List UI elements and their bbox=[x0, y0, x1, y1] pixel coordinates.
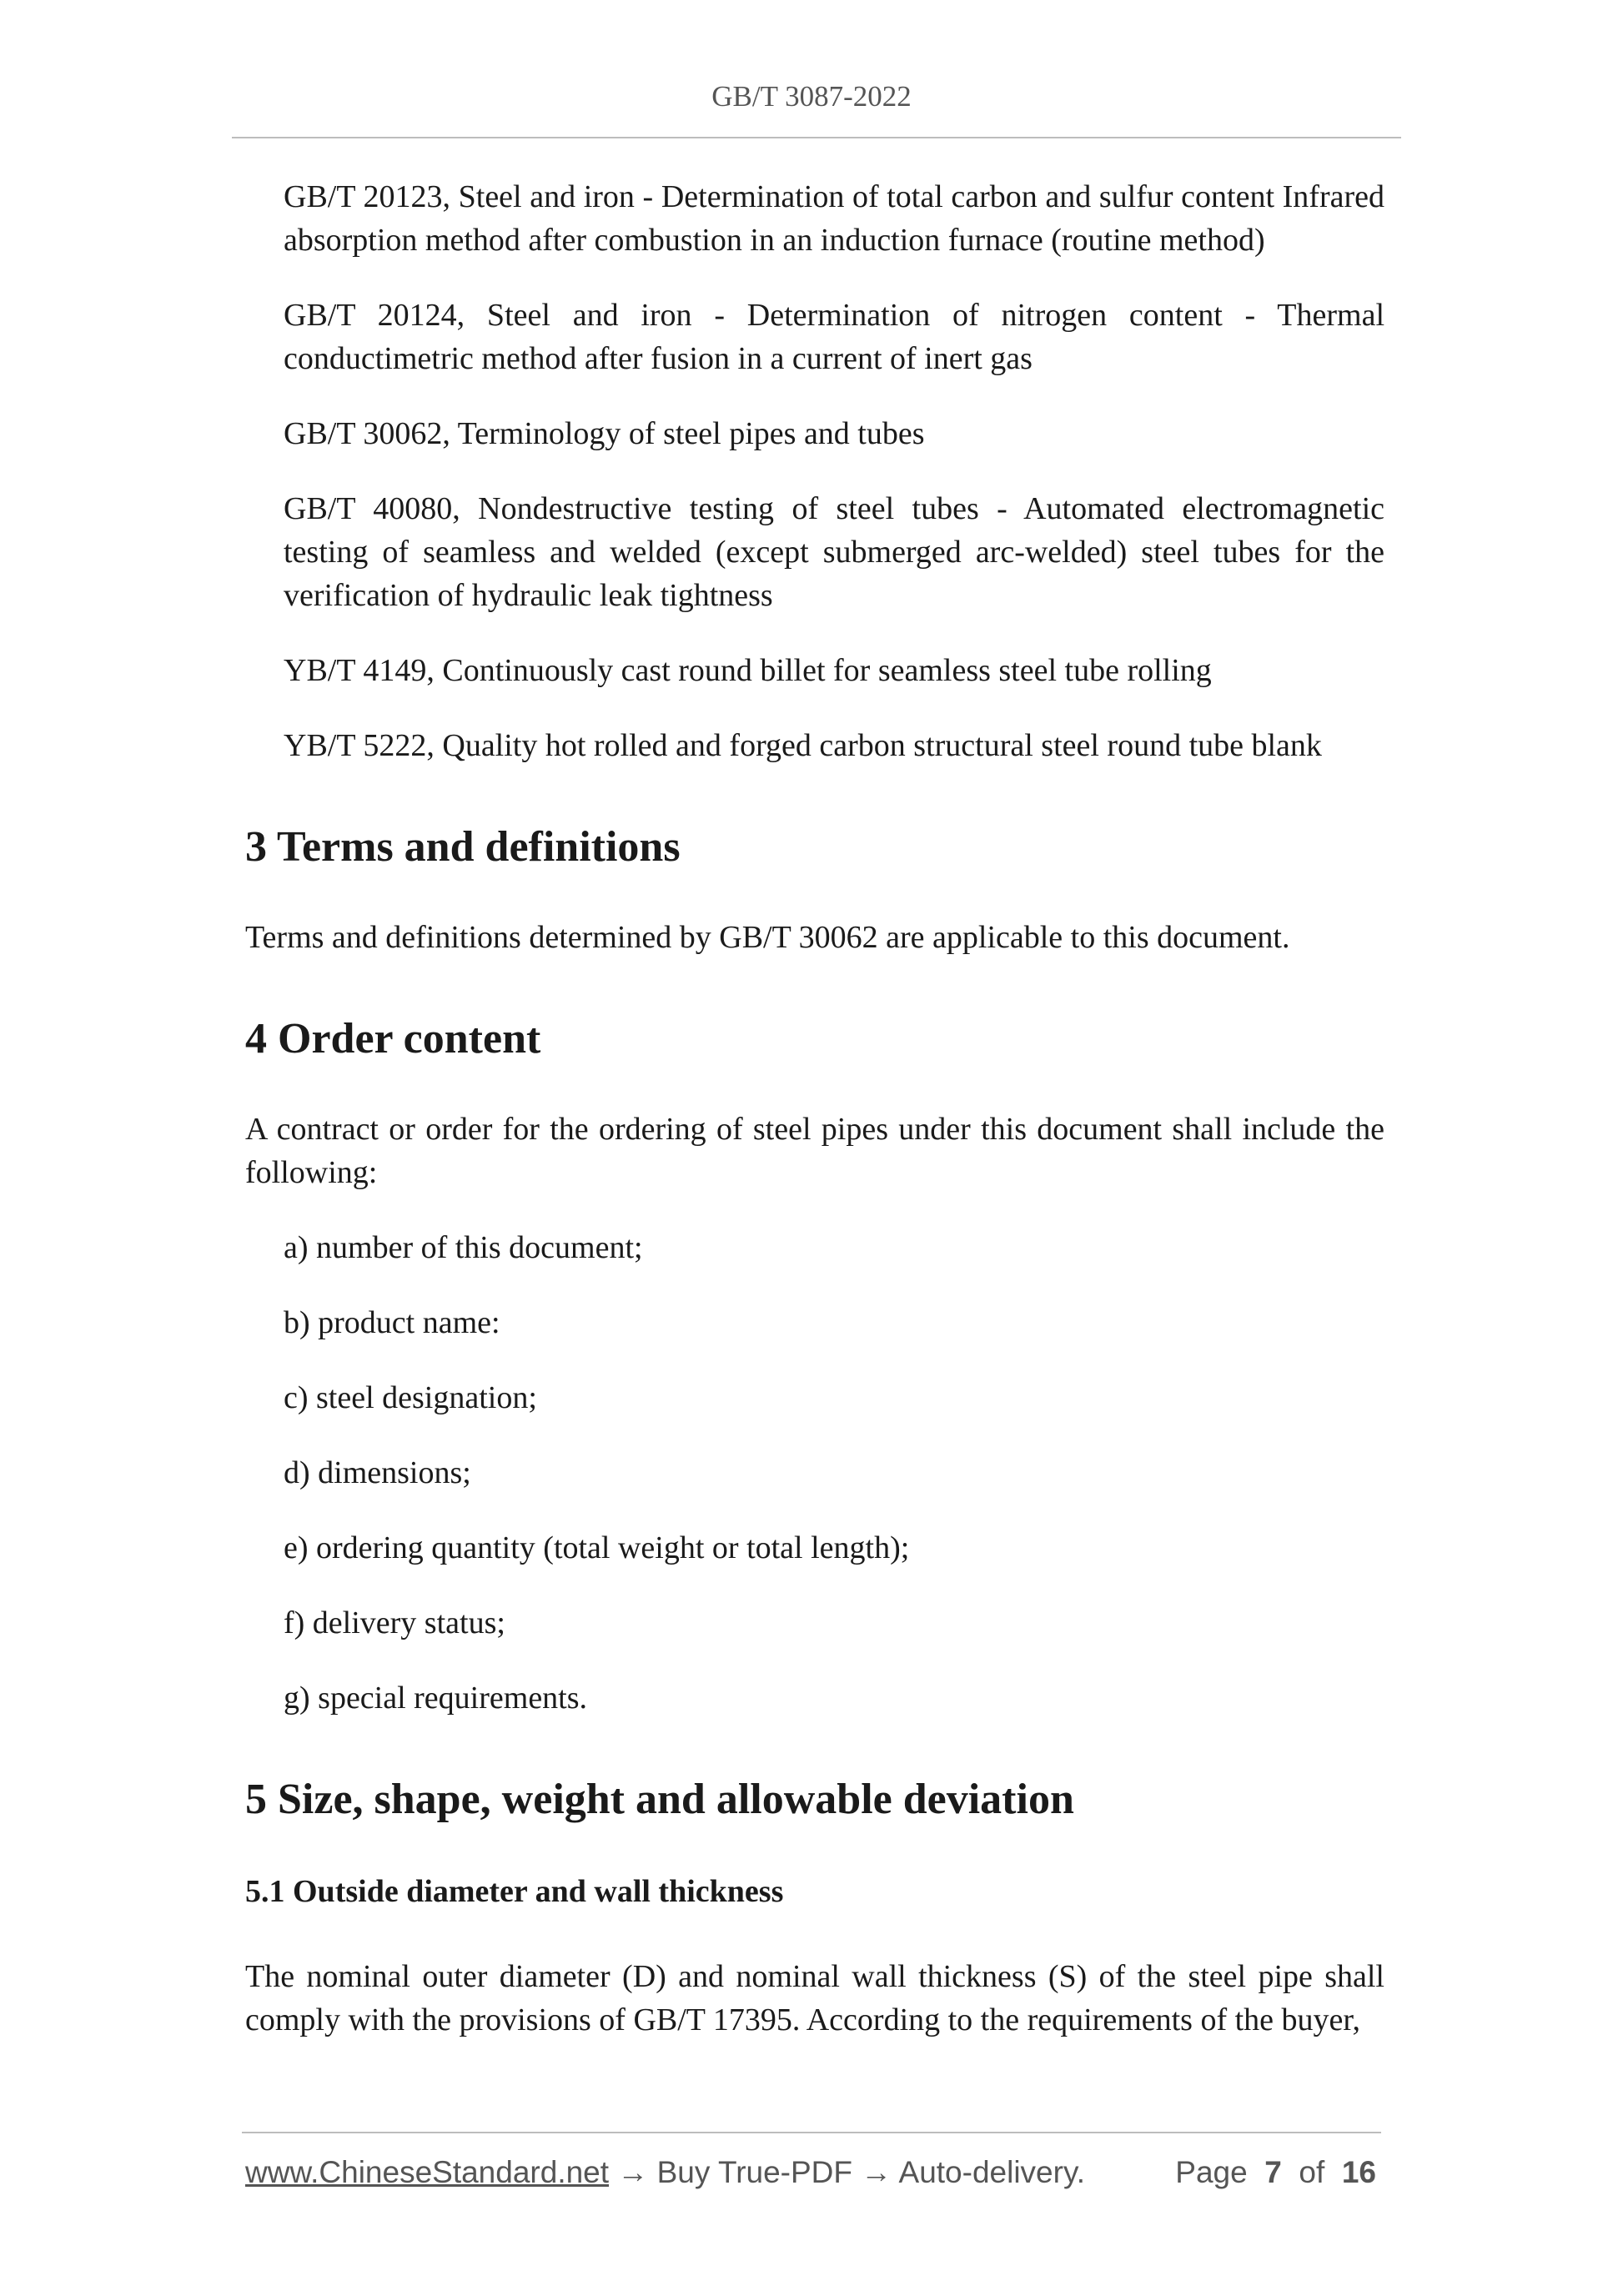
reference-gbt-40080: GB/T 40080, Nondestructive testing of steel tubes - Automated electromagnetic testing of seamless and welded (except submerged arc-welded) steel tubes for the verification of hydraulic leak tightness bbox=[284, 491, 1384, 613]
order-item-g: g) special requirements. bbox=[284, 1681, 588, 1716]
reference-gbt-30062: GB/T 30062, Terminology of steel pipes and tubes bbox=[284, 416, 925, 451]
page-number bbox=[1175, 2155, 1376, 2190]
section-4-heading: 4 Order content bbox=[245, 1015, 541, 1063]
order-item-c: c) steel designation; bbox=[284, 1380, 537, 1415]
page-footer bbox=[245, 2155, 1384, 2195]
page-total: 16 bbox=[1341, 2155, 1376, 2189]
order-item-a: a) number of this document; bbox=[284, 1230, 643, 1265]
order-item-e: e) ordering quantity (total weight or total length); bbox=[284, 1530, 910, 1565]
section-5-heading: 5 Size, shape, weight and allowable deviation bbox=[245, 1776, 1074, 1823]
page-of-label: of bbox=[1299, 2155, 1325, 2189]
reference-ybt-5222: YB/T 5222, Quality hot rolled and forged carbon structural steel round tube blank bbox=[284, 728, 1322, 763]
footer-tagline: → Buy True-PDF → Auto-delivery. bbox=[609, 2155, 1085, 2189]
order-item-f: f) delivery status; bbox=[284, 1605, 505, 1640]
page-label: Page bbox=[1175, 2155, 1248, 2189]
header-divider bbox=[232, 137, 1401, 138]
section-4-intro: A contract or order for the ordering of steel pipes under this document shall include the following: bbox=[245, 1112, 1384, 1190]
page-current: 7 bbox=[1264, 2155, 1282, 2189]
order-item-b: b) product name: bbox=[284, 1305, 500, 1340]
section-5-1-text: The nominal outer diameter (D) and nominal wall thickness (S) of the steel pipe shall comply with the provisions of GB/T 17395. According to the requirements of the buyer, bbox=[245, 1959, 1384, 2037]
reference-gbt-20124: GB/T 20124, Steel and iron - Determination of nitrogen content - Thermal conductimetric method after fusion in a current of inert gas bbox=[284, 298, 1384, 376]
page-content bbox=[245, 175, 1384, 2042]
footer-divider bbox=[242, 2132, 1381, 2133]
section-5-1-heading: 5.1 Outside diameter and wall thickness bbox=[245, 1874, 784, 1909]
footer-left bbox=[245, 2155, 1085, 2190]
section-3-text: Terms and definitions determined by GB/T 30062 are applicable to this document. bbox=[245, 920, 1290, 955]
reference-ybt-4149: YB/T 4149, Continuously cast round billet for seamless steel tube rolling bbox=[284, 653, 1212, 688]
section-3-heading: 3 Terms and definitions bbox=[245, 823, 681, 871]
reference-gbt-20123: GB/T 20123, Steel and iron - Determination of total carbon and sulfur content Infrared absorption method after combustion in an induction furnace (routine method) bbox=[284, 179, 1384, 258]
footer-site-link[interactable]: www.ChineseStandard.net bbox=[245, 2155, 610, 2189]
order-item-d: d) dimensions; bbox=[284, 1455, 471, 1490]
page-header-doc-code: GB/T 3087-2022 bbox=[711, 80, 912, 113]
